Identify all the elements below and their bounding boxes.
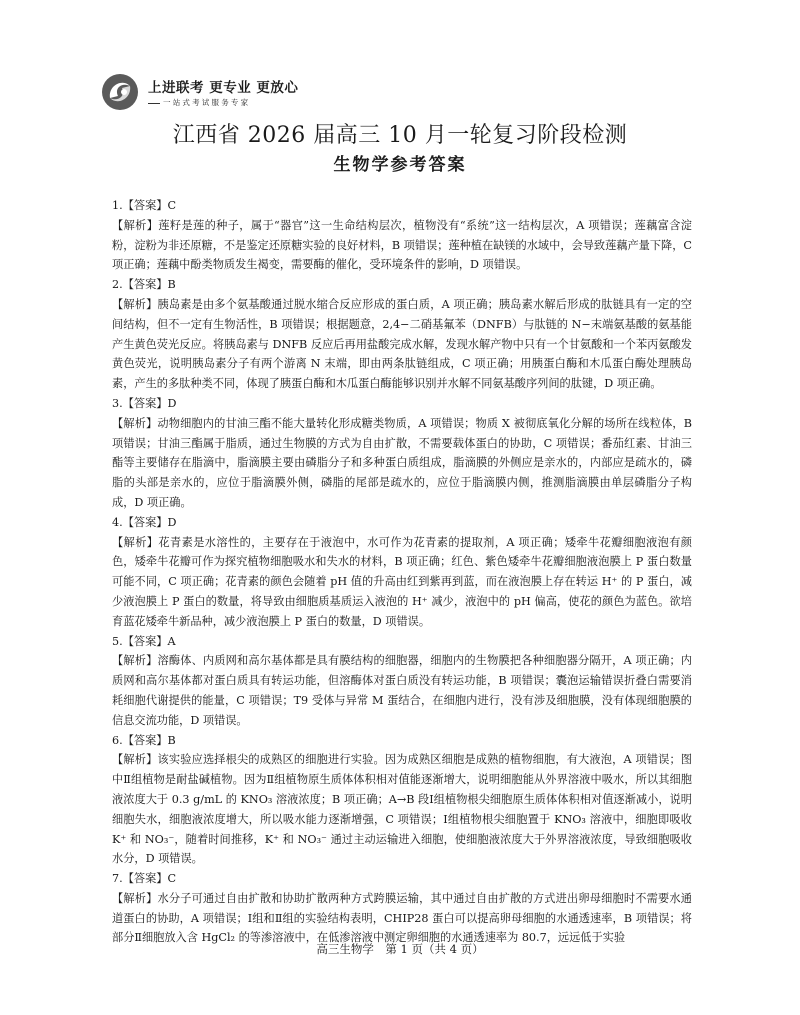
question-item	[112, 632, 692, 731]
explanation-text: 【解析】莲籽是莲的种子，属于“器官”这一生命结构层次，植物没有“系统”这一结构层次，A 项错误；莲藕富含淀粉，淀粉为非还原糖，不是鉴定还原糖实验的良好材料，B 项错误；莲种植在缺镁的水域中，会导致莲藕产量下降，C 项正确；莲藕中酚类物质发生褐变，需要酶的催化，受环境条件的影响，D 项错误。	[112, 218, 692, 272]
answer-text: 【答案】D	[122, 396, 177, 410]
answer-text: 【答案】B	[122, 278, 176, 292]
question-number: 7.	[112, 872, 123, 886]
answer-text: 【答案】C	[122, 872, 176, 886]
answer-line	[112, 513, 692, 533]
explanation-text: 【解析】动物细胞内的甘油三酯不能大量转化形成糖类物质，A 项错误；物质 X 被彻底氧化分解的场所在线粒体，B 项错误；甘油三酯属于脂质，通过生物膜的方式为自由扩散，不需要载体蛋白的协助，C 项错误；番茄红素、甘油三酯等主要储存在脂滴中，脂滴膜主要由磷脂分子和多种蛋白质组成，脂滴膜的外侧应是亲水的，内部应是疏水的，磷脂的头部是亲水的，应位于脂滴膜外侧，磷脂的尾部是疏水的，应位于脂滴膜内侧，推测脂滴膜由单层磷脂分子构成，D 项正确。	[112, 416, 692, 509]
question-number: 3.	[112, 396, 123, 410]
answer-list	[112, 196, 692, 948]
question-number: 1.	[112, 199, 123, 212]
page-footer: 高三生物学 第 1 页（共 4 页）	[316, 942, 484, 956]
brand-tagline	[148, 97, 250, 108]
explanation-text: 【解析】花青素是水溶性的，主要存在于液泡中，水可作为花青素的提取剂，A 项正确；矮牵牛花瓣细胞液泡有颜色，矮牵牛花瓣可作为探究植物细胞吸水和失水的材料，B 项正确；红色、紫色矮牵牛花瓣细胞液泡膜上 P 蛋白数量可能不同，C 项正确；花青素的颜色会随着 pH 值的升高由红到紫再到蓝，而在液泡膜上存在转运 H⁺ 的 P 蛋白，减少液泡膜上 P 蛋白的数量，将导致由细胞质基质运入液泡的 H⁺ 减少，液泡中的 pH 偏高，使花的颜色为蓝色。欲培育蓝花矮牵牛新品种，减少液泡膜上 P 蛋白的数量，D 项错误。	[112, 535, 692, 628]
answer-line	[112, 731, 692, 751]
question-item	[112, 731, 692, 870]
question-item	[112, 869, 692, 948]
brand-swirl-icon	[100, 72, 140, 112]
answer-line	[112, 196, 692, 216]
explanation-text: 【解析】水分子可通过自由扩散和协助扩散两种方式跨膜运输，其中通过自由扩散的方式进出卵母细胞时不需要水通道蛋白的协助，A 项错误；Ⅰ组和Ⅱ组的实验结构表明，CHIP28 蛋白可以提高卵母细胞的水通透速率，B 项错误；将部分Ⅱ细胞放入含 HgCl₂ 的等渗溶液中，在低渗溶液中测定卵细胞的水通透速率为 80.7，远远低于实验	[112, 891, 692, 945]
answer-text: 【答案】B	[122, 733, 176, 747]
question-item	[112, 513, 692, 632]
answer-line	[112, 394, 692, 414]
document-subtitle: 生物学参考答案	[333, 155, 467, 175]
question-number: 2.	[112, 278, 123, 292]
question-item	[112, 394, 692, 513]
document-title: 江西省 2026 届高三 10 月一轮复习阶段检测	[172, 123, 628, 148]
answer-line	[112, 275, 692, 295]
explanation-text: 【解析】该实验应选择根尖的成熟区的细胞进行实验。因为成熟区细胞是成熟的植物细胞，有大液泡，A 项错误；图中Ⅱ组植物是耐盐碱植物。因为Ⅱ组植物原生质体体积相对值能逐渐增大，说明细胞能从外界溶液中吸水，所以其细胞液浓度大于 0.3 g/mL 的 KNO₃ 溶液浓度；B 项正确；A→B 段Ⅰ组植物根尖细胞原生质体体积相对值逐渐减小，说明细胞失水，细胞液浓度增大，所以吸水能力逐渐增强，C 项错误；Ⅰ组植物根尖细胞置于 KNO₃ 溶液中，细胞即吸收 K⁺ 和 NO₃⁻，随着时间推移，K⁺ 和 NO₃⁻ 通过主动运输进入细胞，使细胞液浓度大于外界溶液浓度，导致细胞吸收水分，D 项错误。	[112, 753, 692, 866]
question-item	[112, 196, 692, 275]
brand-logo	[100, 70, 340, 114]
explanation-text: 【解析】胰岛素是由多个氨基酸通过脱水缩合反应形成的蛋白质，A 项正确；胰岛素水解后形成的肽链具有一定的空间结构，但不一定有生物活性，B 项错误；根据题意，2,4−二硝基氟苯（DNFB）与肽链的 N−末端氨基酸的氨基能产生黄色荧光反应。将胰岛素与 DNFB 反应后再用盐酸完成水解，发现水解产物中只有一个甘氨酸和一个苯丙氨酸发黄色荧光，说明胰岛素分子有两个游离 N 末端，即由两条肽链组成，C 项正确；用胰蛋白酶和木瓜蛋白酶处理胰岛素，产生的多肽种类不同，体现了胰蛋白酶和木瓜蛋白酶能够识别并水解不同氨基酸序列间的肽键，D 项正确。	[112, 297, 692, 391]
answer-text: 【答案】A	[122, 634, 176, 648]
question-item	[112, 275, 692, 394]
explanation-text: 【解析】溶酶体、内质网和高尔基体都是具有膜结构的细胞器，细胞内的生物膜把各种细胞器分隔开，A 项正确；内质网和高尔基体都对蛋白质具有转运功能，但溶酶体对蛋白质没有转运功能，B 项错误；囊泡运输错误折叠白需要消耗细胞代谢提供的能量，C 项错误；T9 受体与异常 M 蛋结合，在细胞内进行，没有涉及细胞膜，没有体现细胞膜的信息交流功能，D 项错误。	[112, 654, 692, 727]
answer-text: 【答案】D	[122, 515, 177, 529]
brand-tagline-text: 一站式考试服务专家	[163, 98, 251, 107]
question-number: 5.	[112, 634, 123, 648]
answer-line	[112, 632, 692, 652]
question-number: 4.	[112, 515, 123, 529]
answer-line	[112, 869, 692, 889]
brand-name: 上进联考 更专业 更放心	[148, 80, 299, 96]
question-number: 6.	[112, 733, 123, 747]
answer-text: 【答案】C	[122, 199, 176, 212]
